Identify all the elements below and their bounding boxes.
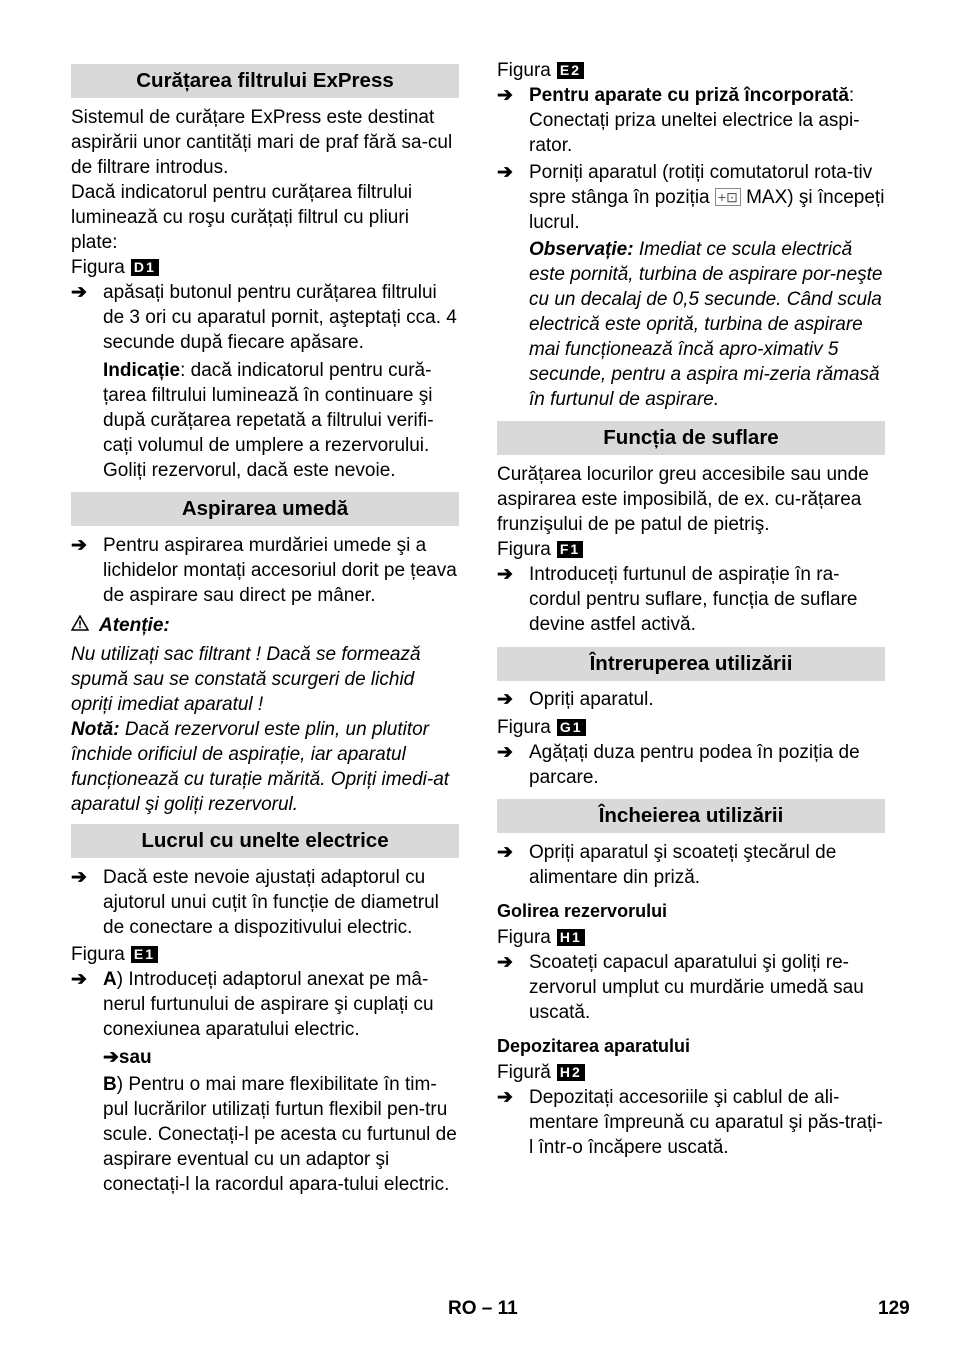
or-separator: ➔sau (103, 1047, 152, 1068)
figure-label: Figura (497, 539, 551, 560)
power-tool-socket-icon: +⊡ (715, 188, 741, 206)
figure-label: Figura (497, 60, 551, 81)
subheading-storage: Depozitarea aparatului (497, 1036, 691, 1056)
figure-ref-g1 (497, 715, 586, 740)
figure-ref-h1 (497, 925, 585, 950)
arrow-right-icon: ➔ (497, 1087, 513, 1108)
instruction-store-device: ➔ Depozitați accesoriile şi cablul de ali-mentare împreună cu aparatul şi păs-trați-l într-o încăpere uscată. (497, 1087, 883, 1158)
figure-ref-e1 (71, 942, 158, 967)
section-heading-wet-vacuum: Aspirarea umedă (71, 492, 459, 526)
section-heading-power-tools: Lucrul cu unelte electrice (71, 824, 459, 858)
arrow-right-icon: ➔ (497, 162, 513, 183)
section-heading-interrupt: Întreruperea utilizării (497, 647, 885, 681)
instruction-stop-device: ➔ Opriți aparatul. (497, 689, 654, 710)
note-indicatie (103, 358, 459, 483)
arrow-right-icon: ➔ (497, 85, 513, 106)
figure-label: Figura (71, 944, 125, 965)
instruction-adjust-adapter: ➔ Dacă este nevoie ajustați adaptorul cu ajutorul unui cuțit în funcție de diametrul de conectare a dispozitivului electric. (71, 867, 439, 938)
figure-ref-f1 (497, 537, 583, 562)
arrow-right-icon: ➔ (71, 867, 87, 888)
footer-section-label: RO – 11 (448, 1298, 518, 1319)
arrow-right-icon: ➔ (71, 535, 87, 556)
figure-ref-d1 (71, 255, 159, 280)
warning-triangle-icon (71, 613, 89, 638)
section-heading-blow-function: Funcția de suflare (497, 421, 885, 455)
paragraph-indicator: Dacă indicatorul pentru curățarea filtrului luminează cu roşu curățați filtrul cu pliuri plate: (71, 182, 413, 253)
paragraph-blow-function: Curățarea locurilor greu accesibile sau unde aspirarea este imposibilă, de ex. cu-rățarea frunzişului de pe patul de pietriş. (497, 464, 869, 535)
instruction-insert-hose: ➔ Introduceți furtunul de aspirație în ra-cordul pentru suflare, funcția de suflare devine astfel activă. (497, 564, 858, 635)
note-nota (71, 717, 459, 817)
section-heading-filter-cleaning: Curățarea filtrului ExPress (71, 64, 459, 98)
instruction-start-device: ➔ Porniți aparatul (rotiți comutatorul rota-tiv spre stânga în poziția +⊡ MAX) şi începeți lucrul. (497, 162, 885, 233)
instruction-press-button: ➔ apăsați butonul pentru curățarea filtrului de 3 ori cu aparatul pornit, aşteptați cca. 4 secunde după fiecare apăsare. (71, 282, 457, 353)
warning-heading: Atenție: (71, 613, 459, 638)
figure-label: Figura (497, 927, 551, 948)
instruction-option-a: ➔ A) Introduceți adaptorul anexat pe mâ-nerul furtunului de aspirare şi cuplați cu conexiunea aparatului electric. (71, 969, 434, 1040)
figure-badge: H2 (557, 1064, 585, 1081)
note-observatie (529, 237, 885, 412)
figure-badge: G1 (557, 719, 586, 736)
obs-text: Imediat ce scula electrică este pornită, turbina de aspirare por-neşte cu un decalaj de 0,5 secunde. Când scula electrică este oprită, turbina de aspirare mai funcționează încă apro-ximativ 5 secunde, pentru a aspira mi-zeria rămasă în furtunul de aspirare. (529, 239, 883, 410)
figure-badge: F1 (557, 541, 583, 558)
figure-badge: E1 (131, 946, 158, 963)
nota-label: Notă: (71, 719, 120, 740)
instruction-wet-vacuum: ➔ Pentru aspirarea murdăriei umede şi a lichidelor montați accesoriul dorit pe țeava de aspirare sau direct pe mâner. (71, 535, 457, 606)
arrow-right-icon: ➔ (103, 1047, 119, 1068)
note-label: Indicație (103, 360, 181, 381)
instruction-unplug: ➔ Opriți aparatul şi scoateți ştecărul de alimentare din priză. (497, 842, 837, 888)
figure-ref-e2 (497, 58, 584, 83)
arrow-right-icon: ➔ (497, 742, 513, 763)
arrow-right-icon: ➔ (497, 842, 513, 863)
section-heading-end-use: Încheierea utilizării (497, 799, 885, 833)
figure-badge: E2 (557, 62, 584, 79)
arrow-right-icon: ➔ (497, 952, 513, 973)
figure-badge: D1 (131, 259, 159, 276)
figure-label: Figura (497, 717, 551, 738)
figure-badge: H1 (557, 929, 585, 946)
instruction-empty-tank: ➔ Scoateți capacul aparatului şi goliți re-zervorul umplut cu murdărie umedă sau uscată. (497, 952, 864, 1023)
paragraph-express-intro: Sistemul de curățare ExPress este destinat aspirării unor cantități mari de praf fără sa-cul de filtrare introdus. (71, 107, 453, 178)
nota-text: Dacă rezervorul este plin, un plutitor închide orificiul de aspirație, iar aparatul funcționează cu turație mărită. Opriți imedi-at aparatul şi goliți rezervorul. (71, 719, 450, 815)
page-number: 129 (878, 1298, 910, 1319)
obs-label: Observație: (529, 239, 634, 260)
note-text: : dacă indicatorul pentru cură-țarea filtrului luminează în continuare şi după curățarea repetată a filtrului verifi-cați volumul de umplere a rezervorului. Goliți rezervorul, dacă este nevoie. (103, 360, 434, 481)
figure-label: Figură (497, 1062, 551, 1083)
figure-label: Figura (71, 257, 125, 278)
instruction-built-in-socket: ➔ Pentru aparate cu priză încorporată: Conectați priza uneltei electrice la aspi-rator. (497, 85, 860, 156)
instruction-option-b: B) Pentru o mai mare flexibilitate în tim-pul lucrărilor utilizați furtun flexibil pen-tru scule. Conectați-l pe acesta cu furtunul de aspirare eventual cu un adaptor şi conectați-l la racordul apara-tului electric. (103, 1074, 457, 1195)
figure-ref-h2 (497, 1060, 585, 1085)
arrow-right-icon: ➔ (497, 564, 513, 585)
arrow-right-icon: ➔ (71, 969, 87, 990)
instruction-park-nozzle: ➔ Agățați duza pentru podea în poziția de parcare. (497, 742, 860, 788)
warning-text: Nu utilizați sac filtrant ! Dacă se formează spumă sau se constată scurgeri de lichid opriți imediat aparatul ! (71, 644, 421, 715)
arrow-right-icon: ➔ (497, 689, 513, 710)
subheading-empty-tank: Golirea rezervorului (497, 901, 668, 921)
arrow-right-icon: ➔ (71, 282, 87, 303)
